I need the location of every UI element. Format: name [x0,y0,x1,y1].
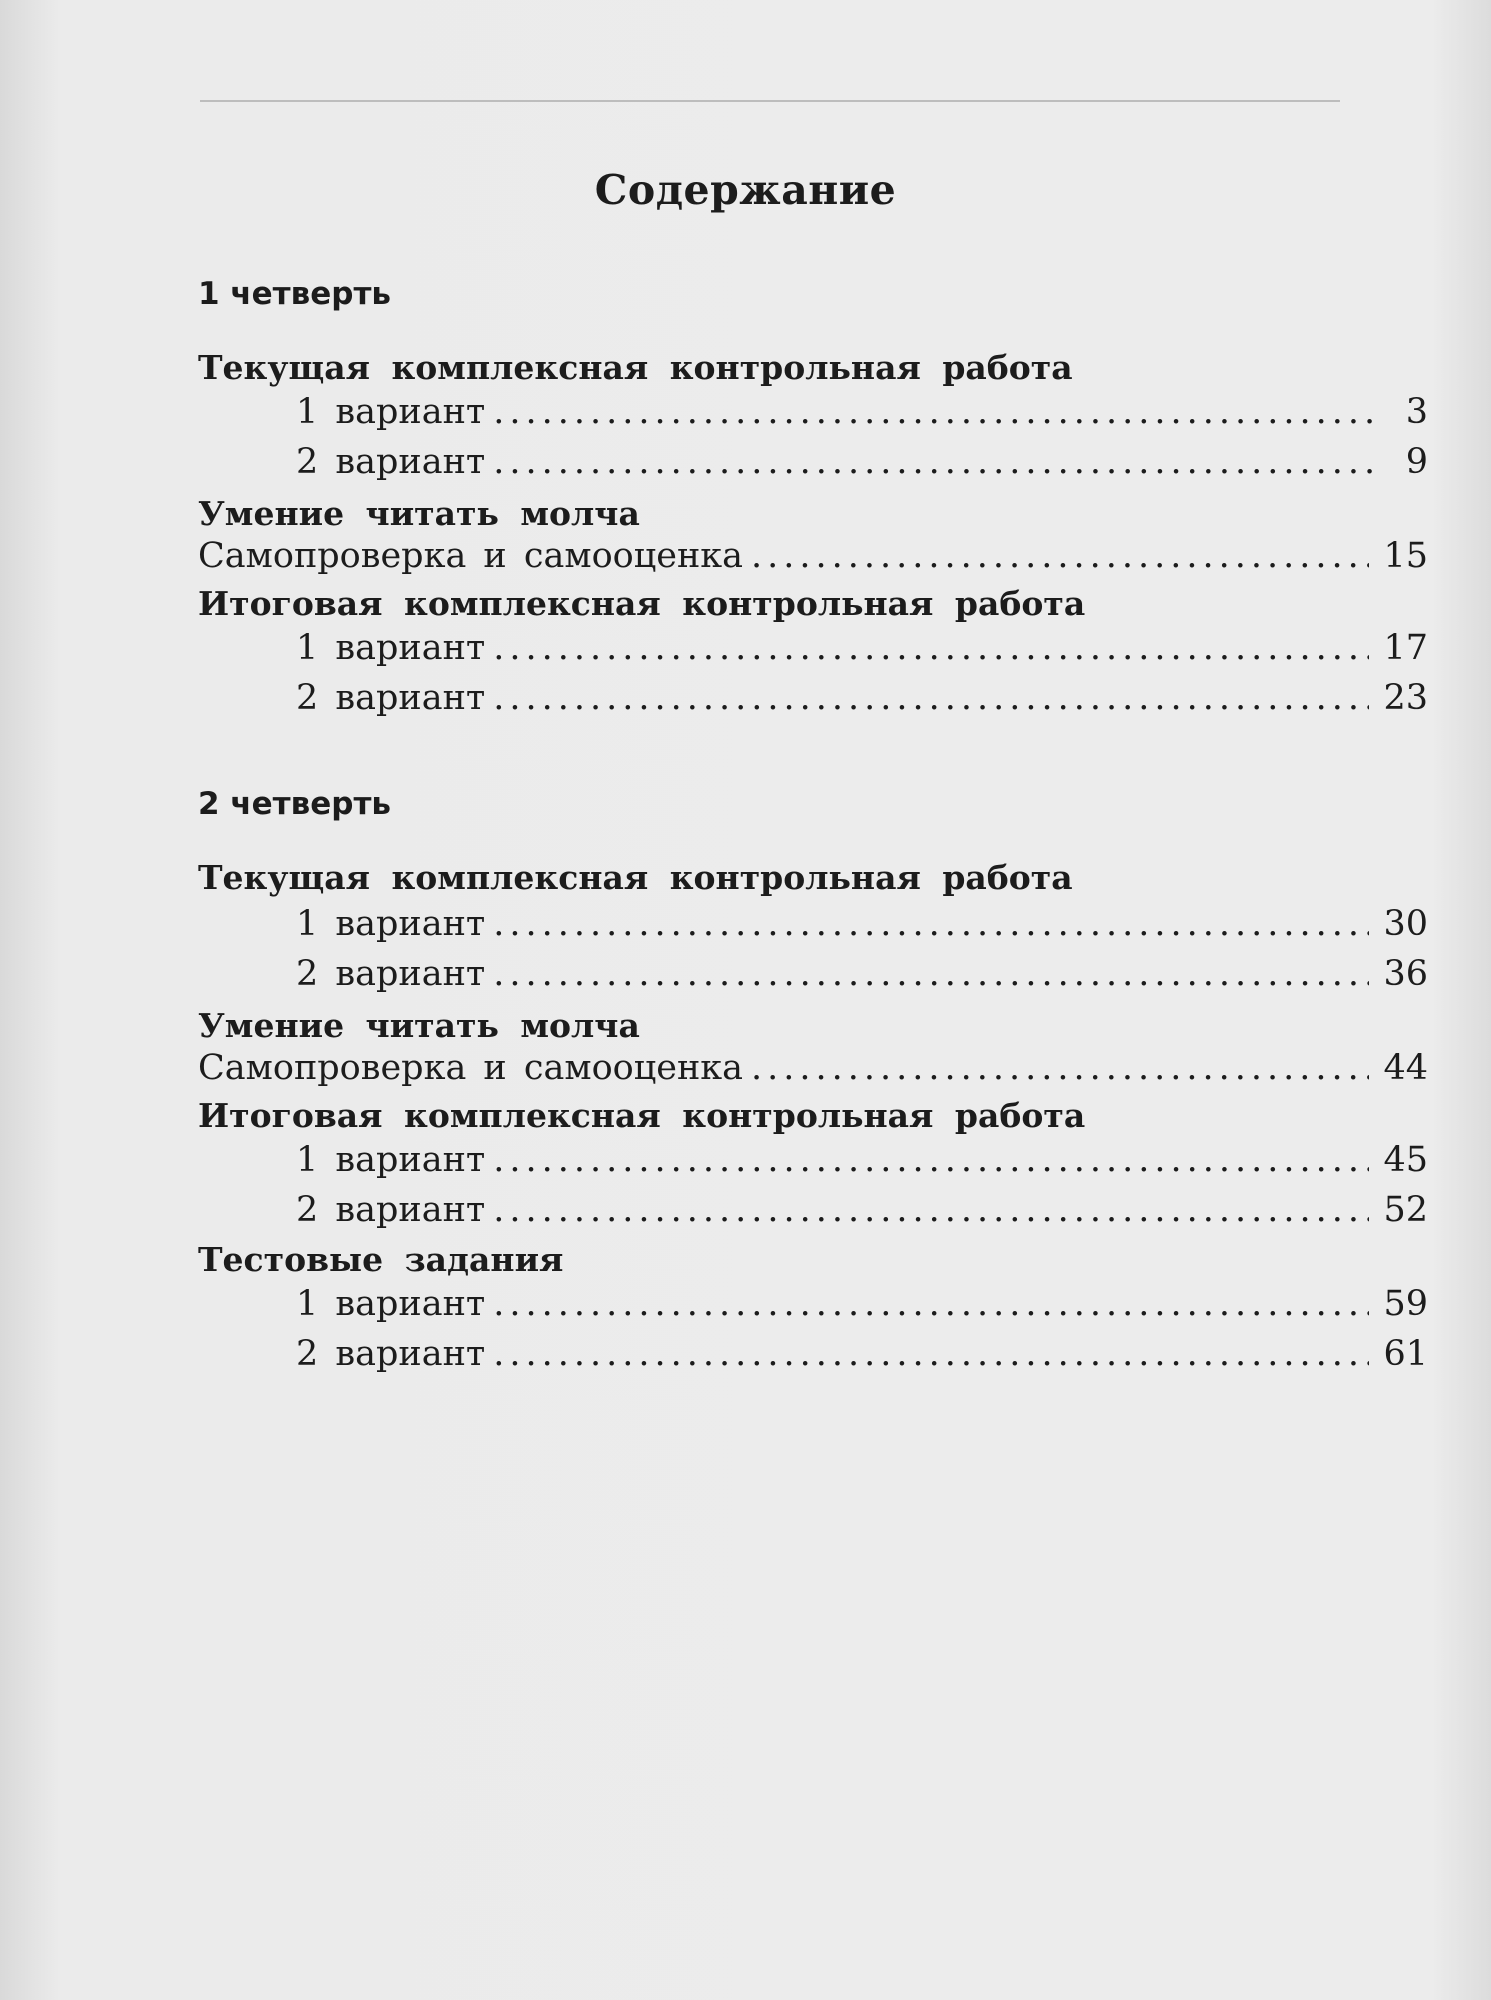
toc-entry[interactable] [198,1190,1428,1236]
q2-section-silent-reading: Умение читать молча [198,1006,640,1045]
dot-leader [493,392,1374,432]
dot-leader [751,536,1369,576]
toc-entry-page: 17 [1383,628,1428,668]
toc-entry-page: 36 [1383,954,1428,994]
toc-entry[interactable] [198,1048,1428,1094]
toc-entry-label: 1 вариант [296,1140,486,1180]
toc-entry-label: 1 вариант [296,628,486,668]
q2-section-tests: Тестовые задания [198,1240,564,1279]
toc-entry[interactable] [198,954,1428,1000]
toc-entry-label: 1 вариант [296,904,486,944]
toc-entry-page: 23 [1383,678,1428,718]
toc-entry-label: 2 вариант [296,954,486,994]
toc-entry[interactable] [198,442,1428,488]
toc-entry[interactable] [198,392,1428,438]
toc-entry-page: 44 [1383,1048,1428,1088]
dot-leader [493,1140,1369,1180]
header-rule [200,100,1340,102]
toc-entry-page: 59 [1383,1284,1428,1324]
toc-entry-page: 30 [1383,904,1428,944]
q2-section-current-work: Текущая комплексная контрольная работа [198,858,1073,897]
toc-entry-page: 3 [1405,392,1428,432]
toc-entry-label: 2 вариант [296,1334,486,1374]
toc-entry[interactable] [198,1334,1428,1380]
toc-entry-page: 61 [1383,1334,1428,1374]
dot-leader [493,628,1369,668]
toc-entry[interactable] [198,1140,1428,1186]
dot-leader [493,904,1369,944]
toc-entry-label: 2 вариант [296,678,486,718]
dot-leader [493,1190,1369,1230]
toc-entry-label: Самопроверка и самооценка [198,1048,744,1088]
toc-entry-label: 2 вариант [296,442,486,482]
toc-entry-page: 9 [1405,442,1428,482]
toc-entry[interactable] [198,536,1428,582]
dot-leader [493,954,1369,994]
toc-entry-label: Самопроверка и самооценка [198,536,744,576]
page-title: Содержание [594,166,897,214]
dot-leader [493,1284,1369,1324]
quarter-2-heading: 2 четверть [198,786,392,822]
toc-entry-label: 1 вариант [296,392,486,432]
q1-section-current-work: Текущая комплексная контрольная работа [198,348,1073,387]
dot-leader [493,442,1374,482]
dot-leader [751,1048,1369,1088]
toc-entry-page: 52 [1383,1190,1428,1230]
q1-section-silent-reading: Умение читать молча [198,494,640,533]
q1-section-final-work: Итоговая комплексная контрольная работа [198,584,1086,623]
toc-entry-label: 1 вариант [296,1284,486,1324]
quarter-1-heading: 1 четверть [198,276,392,312]
dot-leader [493,1334,1369,1374]
toc-entry-label: 2 вариант [296,1190,486,1230]
q2-section-final-work: Итоговая комплексная контрольная работа [198,1096,1086,1135]
toc-entry[interactable] [198,904,1428,950]
dot-leader [493,678,1369,718]
toc-entry-page: 45 [1383,1140,1428,1180]
toc-entry-page: 15 [1383,536,1428,576]
toc-entry[interactable] [198,1284,1428,1330]
toc-entry[interactable] [198,628,1428,674]
toc-entry[interactable] [198,678,1428,724]
